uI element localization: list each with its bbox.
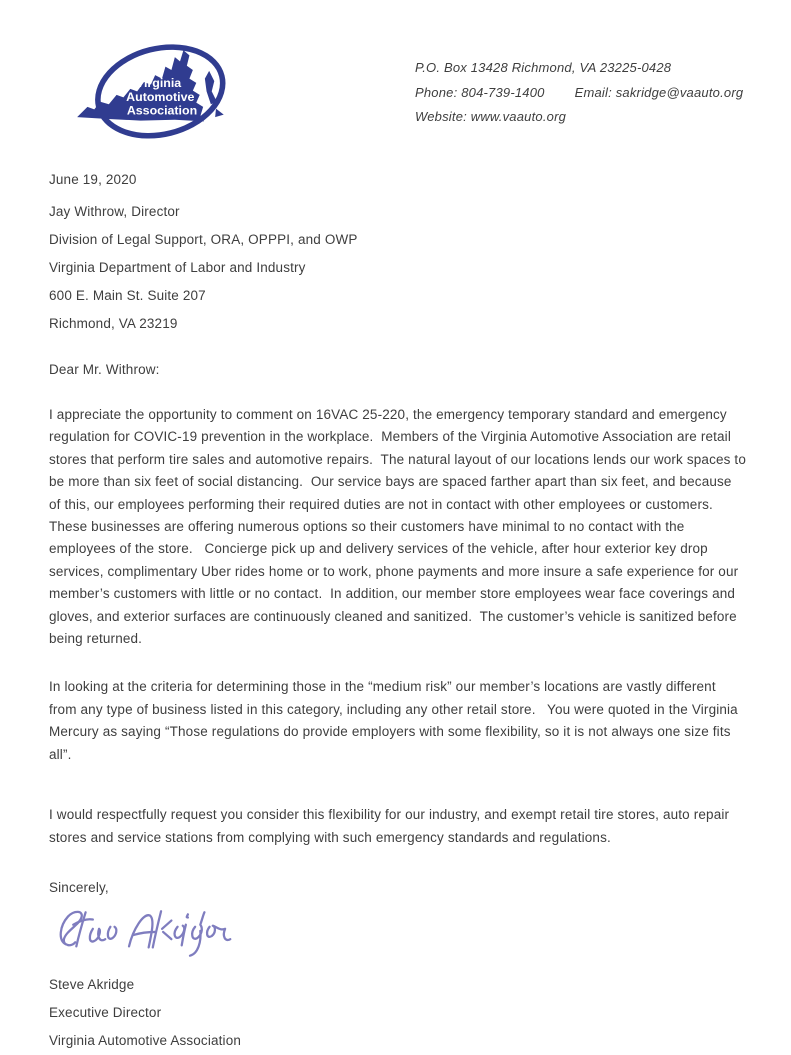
- recipient-street: 600 E. Main St. Suite 207: [49, 288, 206, 303]
- paragraph-2: In looking at the criteria for determining those in the “medium risk” our member’s locations are vastly different from any type of business listed in this category, including any other retail store. You were quoted in the Virginia Mercury as saying “Those regulations do provide employers with some flexibility, so it is not always one size fits all”.: [49, 679, 742, 762]
- signature-ink-strokes: [49, 903, 239, 965]
- salutation: Dear Mr. Withrow:: [49, 362, 160, 377]
- recipient-division: Division of Legal Support, ORA, OPPPI, and OWP: [49, 232, 358, 247]
- virginia-automotive-association-logo: [72, 38, 252, 150]
- signer-name: Steve Akridge: [49, 976, 135, 992]
- eastern-shore-shape: [205, 71, 217, 104]
- letterhead-phone-email-line: [415, 81, 743, 106]
- letterhead-address: P.O. Box 13428 Richmond, VA 23225-0428: [415, 60, 672, 75]
- recipient-city-state-zip: Richmond, VA 23219: [49, 316, 178, 331]
- logo-text-line2: Automotive: [126, 89, 195, 104]
- closing: Sincerely,: [49, 879, 109, 895]
- recipient-block: [49, 198, 746, 338]
- logo-text-line3: Association: [126, 103, 198, 118]
- signer-title: Executive Director: [49, 1004, 162, 1020]
- handwritten-signature: [49, 903, 746, 965]
- logo-pointer-mark: [215, 109, 224, 118]
- logo-text-line1: Virginia: [135, 76, 182, 91]
- recipient-department: Virginia Department of Labor and Industry: [49, 260, 306, 275]
- letterhead-website: Website: www.vaauto.org: [415, 109, 567, 124]
- paragraph-3: I would respectfully request you consider this flexibility for our industry, and exempt retail tire stores, auto repair stores and service stations from complying with such emergency standards and regulations.: [49, 807, 734, 845]
- letter-date: June 19, 2020: [49, 172, 137, 187]
- paragraph-1: I appreciate the opportunity to comment on 16VAC 25-220, the emergency temporary standard and emergency regulation for COVIC-19 prevention in the workplace. Members of the Virginia Automotive Association are retail stores that perform tire sales and automotive repairs. The natural layout of our locations lends our work spaces to be more than six feet of social distancing. Our service bays are spaced farther apart than six feet, and because of this, our employees performing their required duties are not in contact with other employees or customers. These businesses are offering numerous options so their customers have minimal to no contact with the employees of the store. Concierge pick up and delivery services of the vehicle, after hour exterior key drop services, complimentary Uber rides home or to work, phone payments and more insure a safe experience for our member’s customers with little or no contact. In addition, our member store employees wear face coverings and gloves, and exterior surfaces are continuously cleaned and sanitized. The customer’s vehicle is sanitized before being returned.: [49, 407, 750, 647]
- letter-body: [49, 166, 750, 1055]
- letterhead-contact-block: [415, 56, 743, 130]
- signer-organization: Virginia Automotive Association: [49, 1032, 242, 1048]
- letterhead-phone: Phone: 804-739-1400: [415, 84, 545, 100]
- recipient-name-title: Jay Withrow, Director: [49, 204, 180, 219]
- virginia-state-logo-graphic: [72, 38, 252, 150]
- letterhead-email: Email: sakridge@vaauto.org: [574, 84, 744, 100]
- signature-block: [49, 971, 746, 1055]
